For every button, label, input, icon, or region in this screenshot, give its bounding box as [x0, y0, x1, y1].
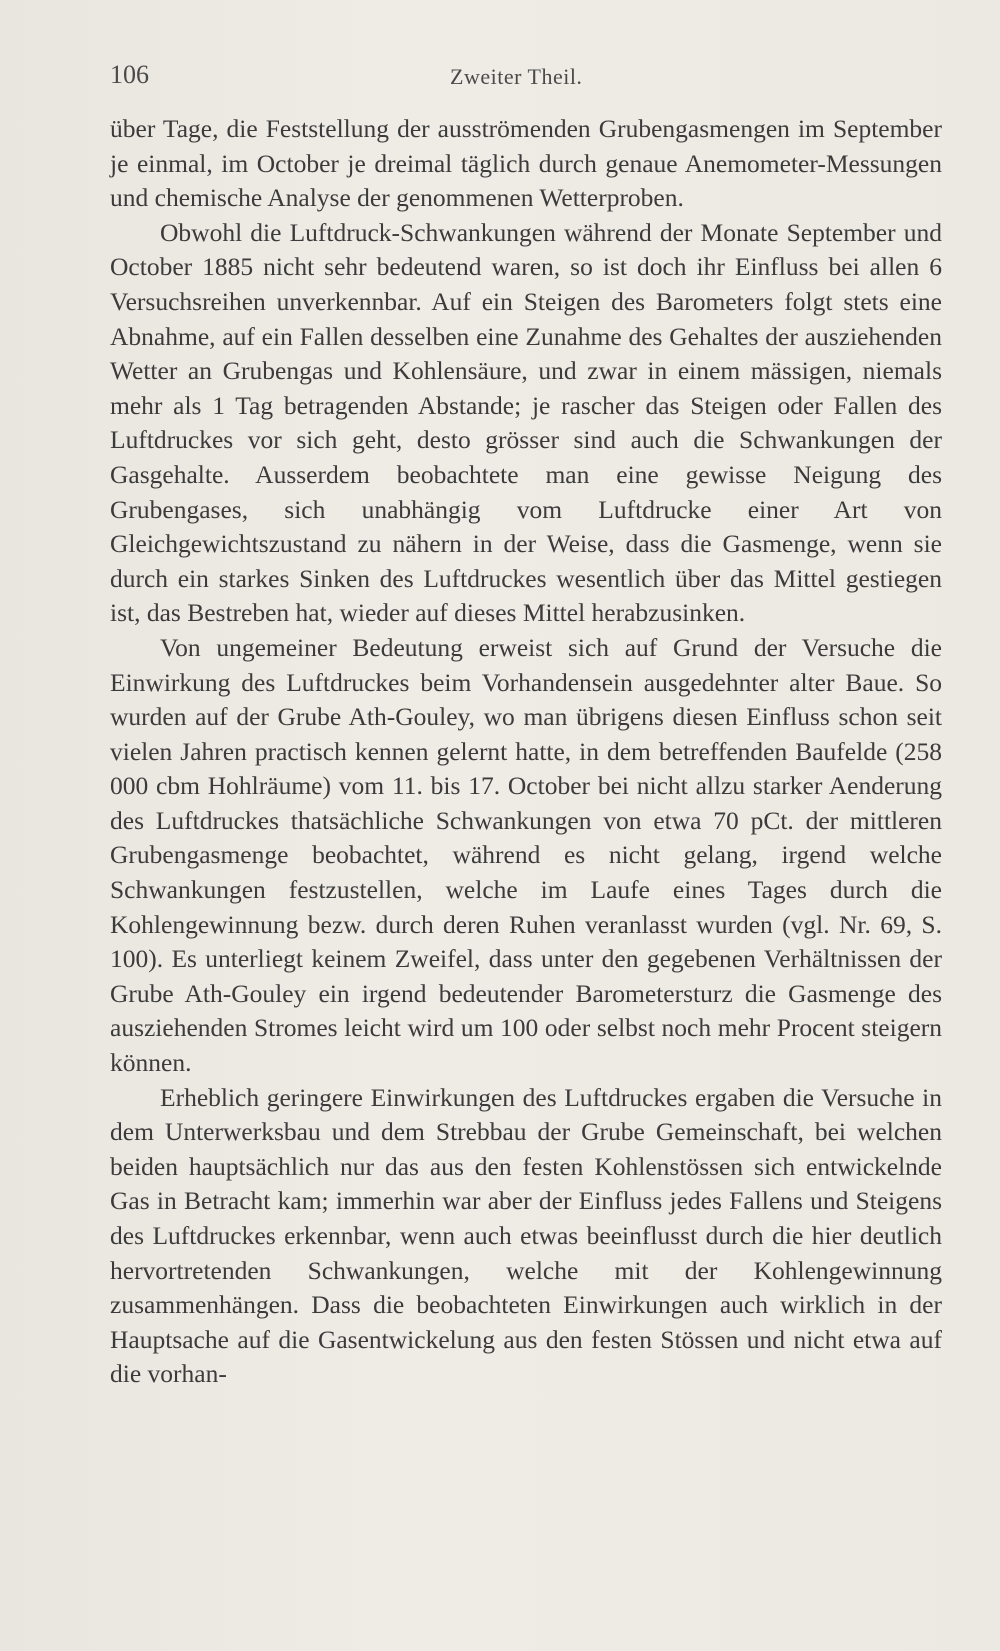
paragraph-old-workings: Von ungemeiner Bedeutung erweist sich auf Grund der Versuche die Einwirkung des Luftdruckes beim Vorhandensein ausgedehnter alter Baue. So wurden auf der Grube Ath-Gouley, wo man übrigens diesen Einfluss schon seit vielen Jahren practisch kennen gelernt hatte, in dem betreffenden Baufelde (258 000 cbm Hohlräume) vom 11. bis 17. October bei nicht allzu starker Aenderung des Luftdruckes thatsächliche Schwankungen von etwa 70 pCt. der mittleren Grubengasmenge beobachtet, während es nicht gelang, irgend welche Schwankungen festzustellen, welche im Laufe eines Tages durch die Kohlengewinnung bezw. durch deren Ruhen veranlasst wurden (vgl. Nr. 69, S. 100). Es unterliegt keinem Zweifel, dass unter den gegebenen Verhältnissen der Grube Ath-Gouley ein irgend bedeutender Barometersturz die Gasmenge des ausziehenden Stromes leicht wird um 100 oder selbst noch mehr Procent steigern können.: [110, 632, 942, 1078]
page-header: [110, 60, 935, 92]
page-number: 106: [110, 60, 149, 89]
paragraph-gemeinschaft: Erheblich geringere Einwirkungen des Luftdruckes ergaben die Versuche in dem Unterwerksbau und dem Strebbau der Grube Gemeinschaft, bei welchen beiden hauptsächlich nur das aus den festen Kohlenstössen sich entwickelnde Gas in Betracht kam; immerhin war aber der Einfluss jedes Fallens und Steigens des Luftdruckes erkennbar, wenn auch etwas beeinflusst durch die hier deutlich hervortretenden Schwankungen, welche mit der Kohlengewinnung zusammenhängen. Dass die beobachteten Einwirkungen auch wirklich in der Hauptsache auf die Gasentwickelung aus den festen Stössen und nicht etwa auf die vorhan-: [110, 1082, 942, 1389]
running-head: Zweiter Theil.: [450, 64, 583, 89]
body-text: [110, 112, 942, 1392]
paragraph-continuation: über Tage, die Feststellung der ausströmenden Grubengasmengen im September je einmal, im October je dreimal täglich durch genaue Anemometer-Messungen und chemische Analyse der genommenen Wetterproben.: [110, 114, 942, 213]
paragraph-air-pressure-fluctuations: Obwohl die Luftdruck-Schwankungen während der Monate September und October 1885 nicht sehr bedeutend waren, so ist doch ihr Einfluss bei allen 6 Versuchsreihen unverkennbar. Auf ein Steigen des Barometers folgt stets eine Abnahme, auf ein Fallen desselben eine Zunahme des Gehaltes der ausziehenden Wetter an Grubengas und Kohlensäure, und zwar in einem mässigen, niemals mehr als 1 Tag betragenden Abstande; je rascher das Steigen oder Fallen des Luftdruckes vor sich geht, desto grösser sind auch die Schwankungen der Gasgehalte. Ausserdem beobachtete man eine gewisse Neigung des Grubengases, sich unabhängig vom Luftdrucke einer Art von Gleichgewichtszustand zu nähern in der Weise, dass die Gasmenge, wenn sie durch ein starkes Sinken des Luftdruckes wesentlich über das Mittel gestiegen ist, das Bestreben hat, wieder auf dieses Mittel herabzusinken.: [110, 217, 942, 628]
